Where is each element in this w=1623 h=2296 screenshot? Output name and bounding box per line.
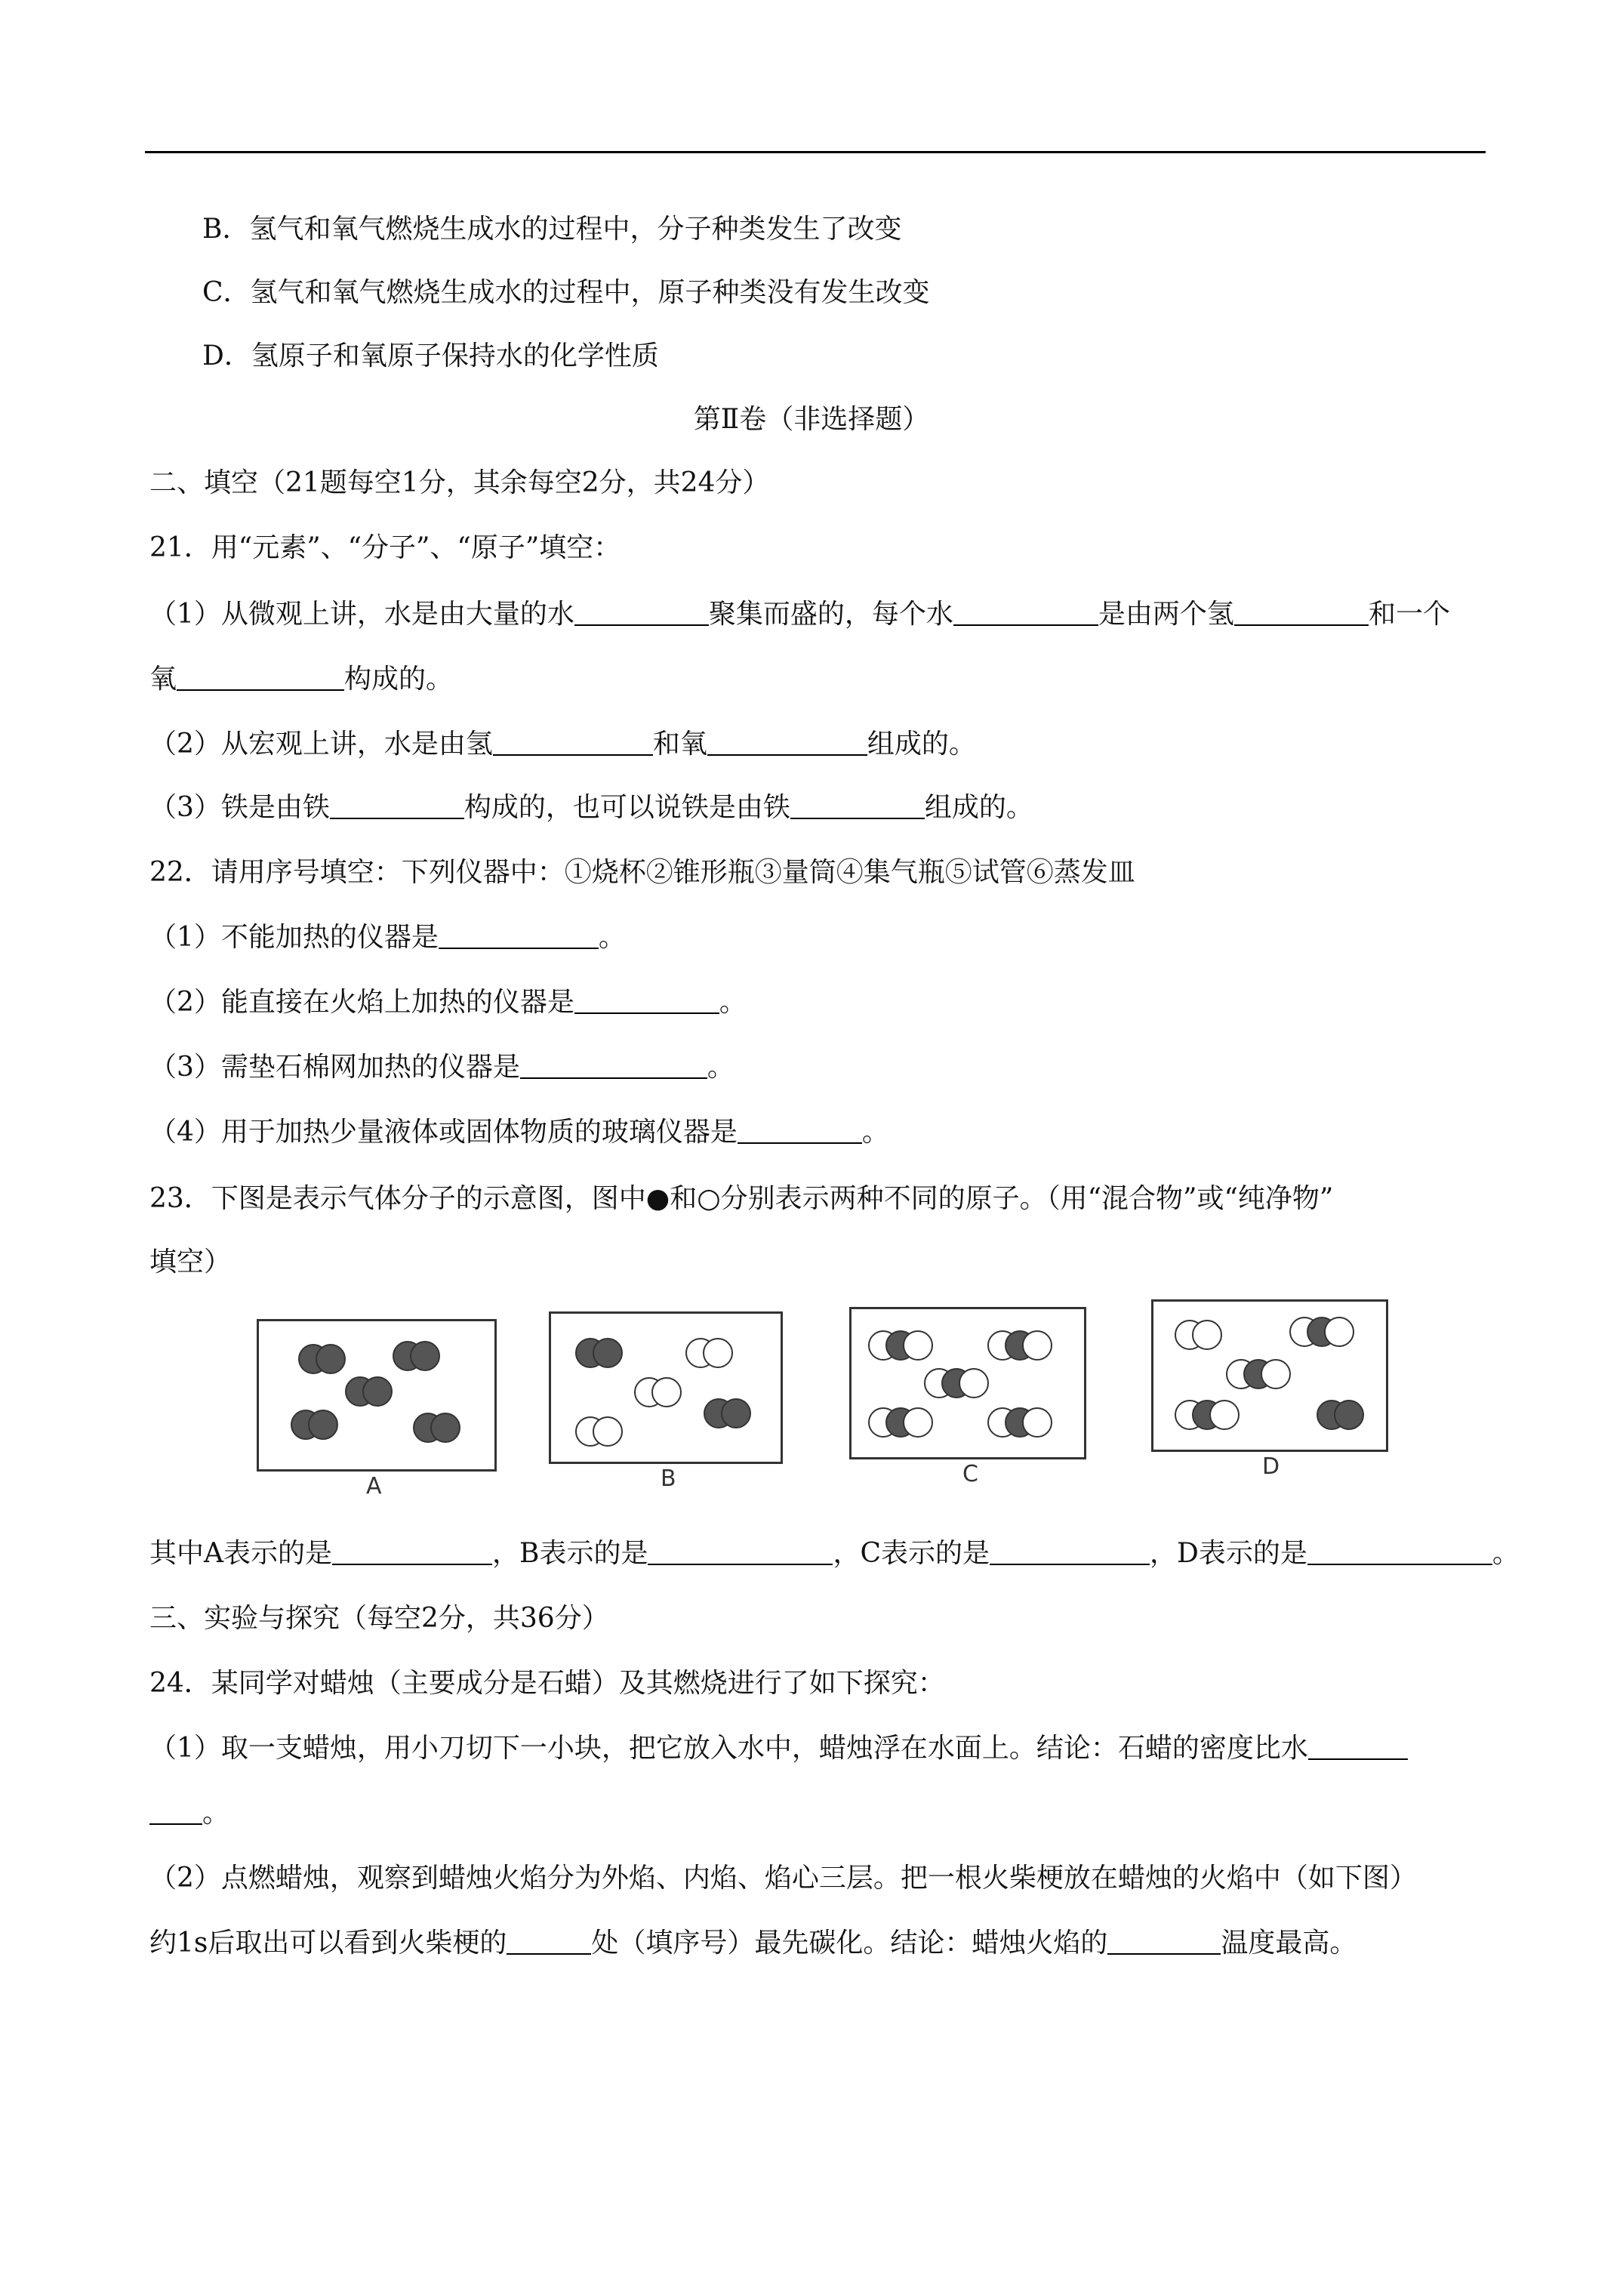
q24-line3 xyxy=(149,1927,1357,1960)
panel-a-label: A xyxy=(366,1473,382,1499)
panel-b-label: B xyxy=(661,1465,676,1492)
dark-atom xyxy=(316,1345,345,1373)
q22-line3 xyxy=(149,1051,735,1084)
panel-c-label: C xyxy=(962,1461,978,1487)
q21-text: 和一个 xyxy=(1368,599,1450,630)
light-atom xyxy=(1193,1321,1221,1349)
answer-blank[interactable] xyxy=(574,988,719,1014)
panel-d xyxy=(1151,1299,1388,1452)
q21-line1-cont xyxy=(149,663,453,696)
light-atom xyxy=(593,1417,622,1446)
answer-blank[interactable] xyxy=(332,1539,492,1565)
light-atom xyxy=(1325,1318,1354,1346)
q22-line4 xyxy=(149,1116,889,1149)
q21-text: 氧 xyxy=(149,664,177,695)
header-rule xyxy=(145,151,1486,153)
light-atom xyxy=(704,1339,732,1367)
light-atom xyxy=(904,1408,932,1437)
dark-atom xyxy=(722,1399,750,1428)
answer-blank[interactable] xyxy=(1307,1539,1492,1565)
light-atom xyxy=(1210,1401,1239,1429)
part2-title: 第Ⅱ卷（非选择题） xyxy=(693,404,930,435)
panel-a-molecules xyxy=(259,1321,494,1469)
q24-text: 处（填序号）最先碳化。结论：蜡烛火焰的 xyxy=(591,1928,1108,1959)
q21-text: （3）铁是由铁 xyxy=(149,792,330,823)
answer-blank[interactable] xyxy=(439,923,599,949)
q22-text: 。 xyxy=(719,987,747,1018)
dark-atom xyxy=(309,1410,337,1439)
q21-text: 组成的。 xyxy=(867,729,976,760)
light-atom xyxy=(1261,1360,1290,1388)
answer-blank[interactable] xyxy=(1308,1734,1408,1760)
q21-text: 聚集而盛的，每个水 xyxy=(708,599,953,630)
q21-text: （1）从微观上讲，水是由大量的水 xyxy=(149,599,574,630)
option-b: B．氢气和氧气燃烧生成水的过程中，分子种类发生了改变 xyxy=(202,214,902,245)
section3-heading: 三、实验与探究（每空2分，共36分） xyxy=(149,1603,609,1634)
q24-line1 xyxy=(149,1732,1408,1765)
answer-blank[interactable] xyxy=(149,1799,202,1825)
q21-line2 xyxy=(149,728,976,761)
q21-text: （2）从宏观上讲，水是由氢 xyxy=(149,729,493,760)
q21-text: 和氧 xyxy=(652,729,707,760)
dark-atom xyxy=(593,1339,622,1367)
option-d: D．氢原子和氧原子保持水的化学性质 xyxy=(202,341,659,371)
q21-stem: 21．用“元素”、“分子”、“原子”填空： xyxy=(149,532,621,563)
q21-line1 xyxy=(149,598,1450,631)
panel-b xyxy=(549,1311,783,1464)
q22-stem: 22．请用序号填空：下列仪器中：①烧杯②锥形瓶③量筒④集气瓶⑤试管⑥蒸发皿 xyxy=(149,857,1135,888)
answer-blank[interactable] xyxy=(1234,600,1369,626)
q24-line1-cont xyxy=(149,1797,229,1830)
answer-blank[interactable] xyxy=(330,794,464,819)
q21-text: 组成的。 xyxy=(924,792,1033,823)
dark-atom xyxy=(1335,1401,1363,1429)
q21-text: 构成的。 xyxy=(344,664,454,695)
q21-text: 是由两个氢 xyxy=(1098,599,1234,630)
answer-blank[interactable] xyxy=(790,794,925,819)
option-c: C．氢气和氧气燃烧生成水的过程中，原子种类没有发生改变 xyxy=(202,277,930,308)
q22-text: （3）需垫石棉网加热的仪器是 xyxy=(149,1052,520,1083)
light-atom xyxy=(904,1331,932,1360)
answer-blank[interactable] xyxy=(520,1053,707,1079)
dark-atom xyxy=(411,1342,439,1370)
panel-d-molecules xyxy=(1153,1302,1386,1450)
q24-text: （1）取一支蜡烛，用小刀切下一小块，把它放入水中，蜡烛浮在水面上。结论：石蜡的密度比水 xyxy=(149,1733,1308,1764)
q24-line2: （2）点燃蜡烛，观察到蜡烛火焰分为外焰、内焰、焰心三层。把一根火柴梗放在蜡烛的火焰中（如下图） xyxy=(149,1863,1417,1894)
q23-text: ，B表示的是 xyxy=(492,1538,648,1569)
panel-d-label: D xyxy=(1262,1453,1280,1480)
panel-c xyxy=(849,1307,1086,1459)
q22-text: （1）不能加热的仪器是 xyxy=(149,922,439,953)
dark-atom xyxy=(363,1377,392,1406)
answer-blank[interactable] xyxy=(574,600,709,626)
molecule-figure xyxy=(253,1295,1400,1499)
q24-text: 约1s后取出可以看到火柴梗的 xyxy=(149,1928,507,1959)
q22-line1 xyxy=(149,921,626,954)
light-atom xyxy=(959,1369,988,1398)
answer-blank[interactable] xyxy=(1107,1929,1221,1955)
section2-heading: 二、填空（21题每空1分，其余每空2分，共24分） xyxy=(149,467,770,498)
q23-answers xyxy=(149,1537,1520,1570)
q22-text: 。 xyxy=(598,922,626,953)
answer-blank[interactable] xyxy=(953,600,1098,626)
q22-text: （2）能直接在火焰上加热的仪器是 xyxy=(149,987,574,1018)
panel-c-molecules xyxy=(852,1309,1084,1457)
dark-atom xyxy=(431,1413,460,1442)
q23-text: 其中A表示的是 xyxy=(149,1538,332,1569)
light-atom xyxy=(1023,1331,1052,1360)
q23-stem: 23．下图是表示气体分子的示意图，图中●和○分别表示两种不同的原子。（用“混合物”或“纯净物” xyxy=(149,1183,1334,1214)
q23-stem-cont: 填空） xyxy=(149,1247,232,1277)
answer-blank[interactable] xyxy=(738,1118,862,1144)
q23-text: ，D表示的是 xyxy=(1150,1538,1307,1569)
q23-text: ，C表示的是 xyxy=(833,1538,990,1569)
answer-blank[interactable] xyxy=(707,730,867,756)
q22-line2 xyxy=(149,986,747,1019)
q22-text: 。 xyxy=(861,1117,889,1148)
q24-text: 温度最高。 xyxy=(1221,1928,1357,1959)
light-atom xyxy=(652,1378,681,1407)
answer-blank[interactable] xyxy=(507,1929,591,1955)
answer-blank[interactable] xyxy=(177,665,344,691)
panel-a xyxy=(257,1319,497,1472)
answer-blank[interactable] xyxy=(648,1539,833,1565)
q24-text: 。 xyxy=(202,1798,230,1829)
q23-text: 。 xyxy=(1492,1538,1520,1569)
panel-b-molecules xyxy=(551,1314,781,1462)
q21-text: 构成的，也可以说铁是由铁 xyxy=(463,792,790,823)
q22-text: 。 xyxy=(707,1052,735,1083)
answer-blank[interactable] xyxy=(493,730,653,756)
q21-line3 xyxy=(149,791,1033,824)
answer-blank[interactable] xyxy=(990,1539,1150,1565)
q22-text: （4）用于加热少量液体或固体物质的玻璃仪器是 xyxy=(149,1117,738,1148)
light-atom xyxy=(1023,1408,1052,1437)
q24-stem: 24．某同学对蜡烛（主要成分是石蜡）及其燃烧进行了如下探究： xyxy=(149,1668,945,1699)
